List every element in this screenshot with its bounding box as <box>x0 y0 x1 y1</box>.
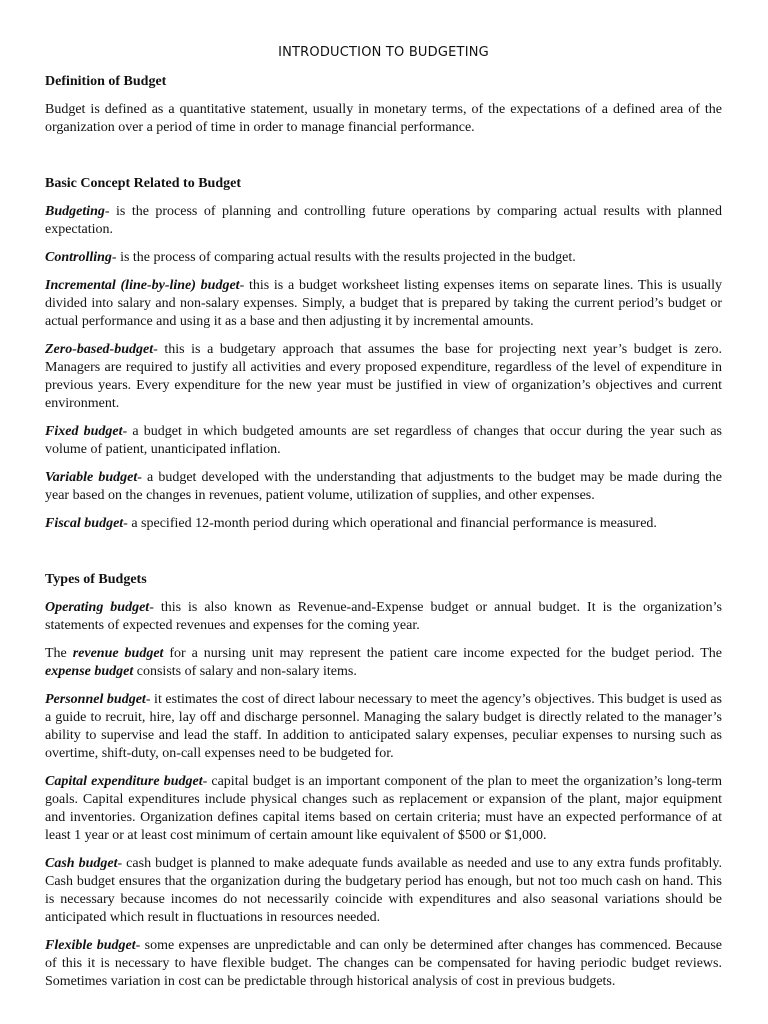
budget-type-term: Cash budget <box>45 856 118 871</box>
concept-paragraph <box>45 515 722 533</box>
basic-concepts-heading: Basic Concept Related to Budget <box>45 176 241 191</box>
concept-term: Fixed budget <box>45 424 123 439</box>
budget-type-term: Personnel budget <box>45 692 146 707</box>
definition-paragraph: Budget is defined as a quantitative statement, usually in monetary terms, of the expectations of a defined area of the organization over a period of time in order to manage financial performance. <box>45 102 722 135</box>
budget-type-term: Capital expenditure budget <box>45 774 203 789</box>
document-title: INTRODUCTION TO BUDGETING <box>278 45 489 60</box>
concept-text: - a budget developed with the understanding that adjustments to the budget may be made during the year based on the changes in revenues, patient volume, utilization of supplies, and other expenses. <box>45 470 722 503</box>
concept-term: Controlling <box>45 250 112 265</box>
concept-text: - this is a budgetary approach that assumes the base for projecting next year’s budget is zero. Managers are required to justify all activities and every proposed expenditure, regardless of the level of expenditure in previous years. Every expenditure for the new year must be justified in view of organization’s objectives and current environment. <box>45 342 722 411</box>
concept-text: - is the process of comparing actual results with the results projected in the budget. <box>111 250 576 265</box>
budget-type-text: - cash budget is planned to make adequate funds available as needed and use to any extra funds profitably. Cash budget ensures that the organization during the budgetary period has enough, but not too much cash on hand. This is necessary because incomes do not necessarily coincide with expenditures and also seasonal variations should be anticipated which result in fluctuations in resources needed. <box>45 856 722 925</box>
budget-type-paragraph <box>45 773 722 845</box>
concept-term: Budgeting <box>45 204 105 219</box>
definition-heading: Definition of Budget <box>45 74 167 89</box>
operating-budget-term: Operating budget <box>45 600 150 615</box>
concept-term: Variable budget <box>45 470 138 485</box>
budget-type-paragraph <box>45 855 722 927</box>
concept-paragraph <box>45 469 722 505</box>
revenue-expense-paragraph <box>45 645 722 681</box>
section-spacer <box>45 147 722 175</box>
operating-budget-text: - this is also known as Revenue-and-Expense budget or annual budget. It is the organization’s statements of expected revenues and expenses for the coming year. <box>45 600 722 633</box>
concept-paragraph <box>45 423 722 459</box>
revenue-expense-text: for a nursing unit may represent the patient care income expected for the budget period. The <box>163 646 723 661</box>
revenue-expense-text: consists of salary and non-salary items. <box>133 664 357 679</box>
concept-term: Fiscal budget <box>45 516 124 531</box>
types-heading: Types of Budgets <box>45 572 147 587</box>
revenue-budget-term: revenue budget <box>72 646 164 661</box>
concept-text: - a specified 12-month period during which operational and financial performance is measured. <box>123 516 657 531</box>
budget-type-text: - it estimates the cost of direct labour necessary to meet the agency’s objectives. This budget is used as a guide to recruit, hire, lay off and discharge personnel. Managing the salary budget is directly related to the manager’s ability to supervise and lead the staff. In addition to anticipated salary expenses, peculiar expenses to nursing such as overtime, shift-duty, on-call expenses need to be budgeted for. <box>45 692 722 761</box>
budget-type-text: - capital budget is an important component of the plan to meet the organization’s long-term goals. Capital expenditures include physical changes such as replacement or expansion of the plant, major equipment and inventories. Organization defines capital items based on certain criteria; must have an expected performance of at least 1 year or at least cost minimum of certain amount like equivalent of $500 or $1,000. <box>45 774 722 843</box>
concept-paragraph <box>45 249 722 267</box>
concept-text: - this is a budget worksheet listing expenses items on separate lines. This is usually divided into salary and non-salary expenses. Simply, a budget that is prepared by taking the current period’s budget or actual performance and using it as a base and then adjusting it by incremental amounts. <box>45 278 723 329</box>
concept-term: Incremental (line-by-line) budget <box>45 278 240 293</box>
budget-type-paragraph <box>45 937 722 991</box>
document-page <box>45 44 722 1001</box>
concept-paragraph <box>45 341 722 413</box>
budget-type-text: - some expenses are unpredictable and can only be determined after changes has commenced. Because of this it is necessary to have flexible budget. The changes can be compensated for having periodic budget reviews. Sometimes variation in cost can be predictable through historical analysis of cost in previous budgets. <box>45 938 723 989</box>
concept-paragraph <box>45 277 722 331</box>
budget-type-paragraph <box>45 691 722 763</box>
concept-paragraph <box>45 203 722 239</box>
expense-budget-term: expense budget <box>45 664 134 679</box>
concept-term: Zero-based-budget <box>45 342 154 357</box>
budget-type-term: Flexible budget <box>45 938 136 953</box>
revenue-expense-text: The <box>45 646 73 661</box>
operating-budget-paragraph <box>45 599 722 635</box>
concept-text: - is the process of planning and controlling future operations by comparing actual results with planned expectation. <box>45 204 722 237</box>
concept-text: - a budget in which budgeted amounts are set regardless of changes that occur during the year such as volume of patient, unanticipated inflation. <box>45 424 723 457</box>
section-spacer <box>45 543 722 571</box>
